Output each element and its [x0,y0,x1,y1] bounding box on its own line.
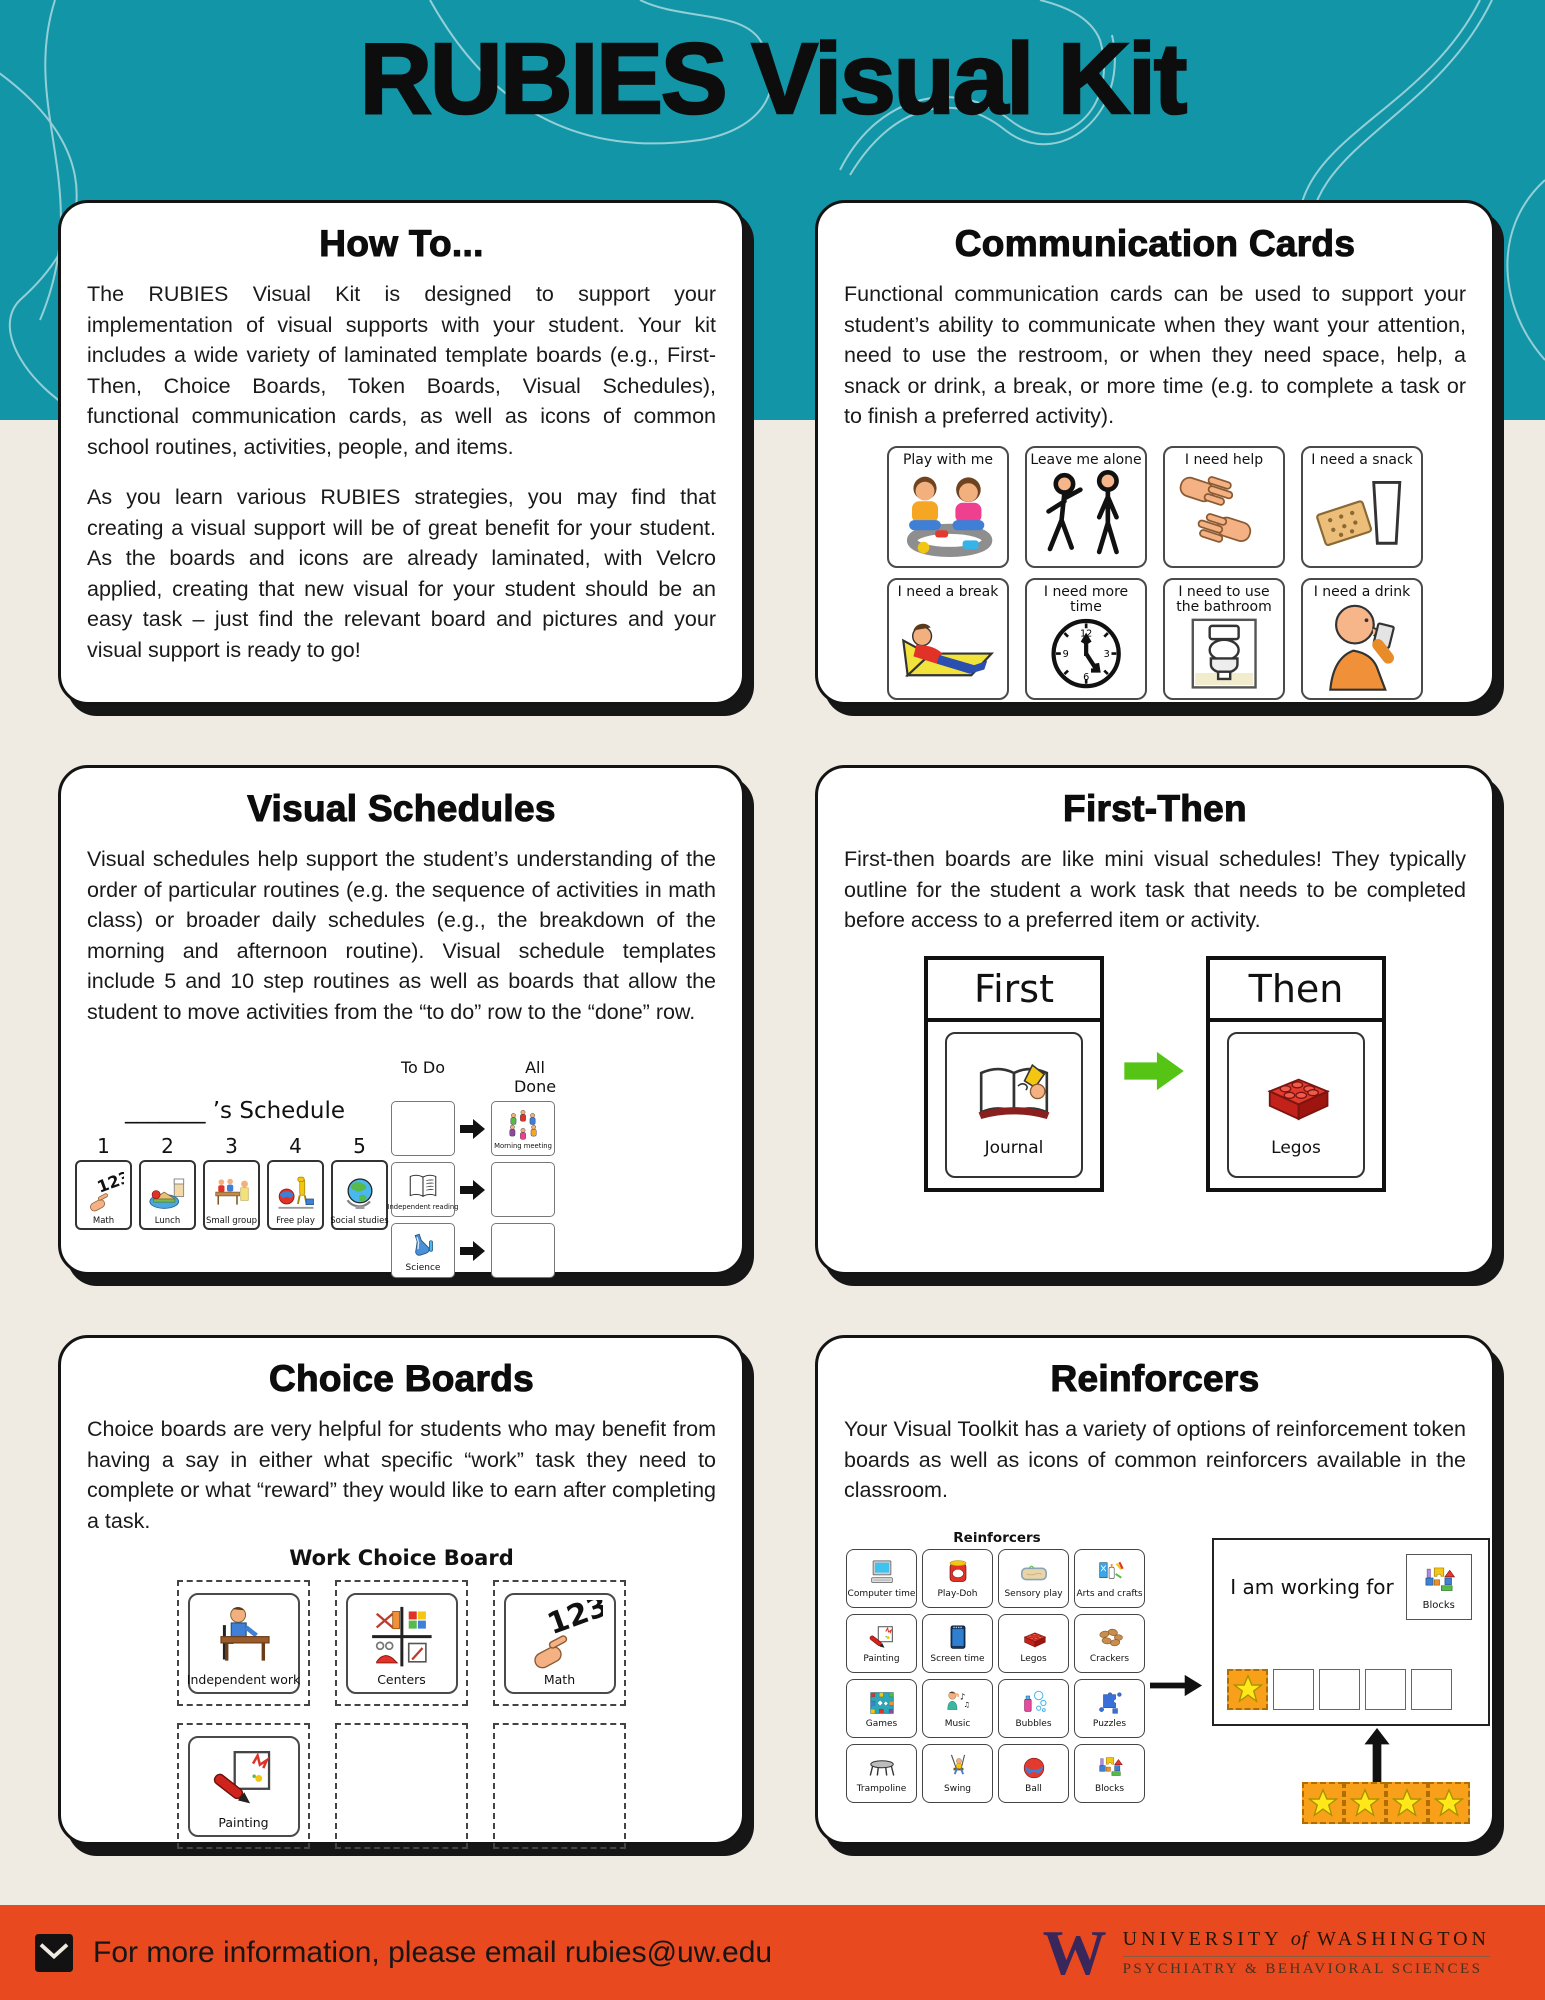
first-then-paragraph: First-then boards are like mini visual schedules! They typically outline for the student a work task that needs to be completed before access to a preferred item or activity. [844,847,1466,933]
token-slot-empty [1365,1669,1406,1710]
morning-meeting-card: Morning meeting [491,1101,555,1156]
schedule-board-title [75,1098,395,1124]
empty-slot [491,1162,555,1217]
bubbles-icon [1019,1687,1049,1719]
blocks-icon [1419,1562,1459,1600]
math-icon [516,1600,604,1673]
crackers-icon [1095,1622,1125,1654]
reinforcer-crackers: Crackers [1074,1614,1145,1673]
comm-card-bathroom: I need to use the bathroom [1163,578,1285,700]
tablet-icon [943,1622,973,1654]
comm-card-i-need-help: I need help [1163,446,1285,568]
reinforcers-paragraph: Your Visual Toolkit has a variety of options of reinforcement token boards as well as icons of common reinforcers available in the classroom. [844,1417,1466,1503]
trampoline-icon [867,1752,897,1784]
legos-card: Legos [1227,1032,1365,1178]
star-token [1302,1782,1344,1824]
independent-work-icon [200,1600,288,1673]
ball-icon [1019,1752,1049,1784]
drinking-person-icon [1314,600,1410,693]
reinforcer-games: Games [846,1679,917,1738]
first-board [924,956,1104,1192]
move-row-2 [387,1162,567,1217]
envelope-icon [35,1934,73,1972]
star-token-strip [1302,1782,1470,1824]
reinforcers-icon-board [846,1530,1148,1803]
clock-icon [1038,615,1134,692]
comm-card-play-with-me: Play with me [887,446,1009,568]
swing-icon [943,1752,973,1784]
token-slot-empty [1273,1669,1314,1710]
globe-icon [340,1172,380,1216]
uw-logo-block [1042,1916,1490,1988]
reinforcer-sensory-play: Sensory play [998,1549,1069,1608]
puzzle-icon [1095,1687,1125,1719]
morning-meeting-icon [506,1108,540,1142]
schedule-card-lunch: Lunch [139,1160,196,1230]
computer-icon [867,1557,897,1589]
science-card: Science [391,1223,455,1278]
reinforcer-blocks: Blocks [1074,1744,1145,1803]
schedule-name-blank: _______ [124,1098,206,1124]
resting-person-icon [900,600,996,693]
then-label: Then [1210,960,1382,1022]
painting-icon [867,1622,897,1654]
right-arrow-icon [460,1117,486,1141]
choice-cell-empty [335,1723,468,1849]
choice-cell-centers: Centers [335,1580,468,1706]
stick-figures-icon [1038,468,1134,561]
reinforcer-arts-and-crafts: Arts and crafts [1074,1549,1145,1608]
first-then-title: First-Then [1063,788,1247,829]
comm-card-i-need-a-drink: I need a drink [1301,578,1423,700]
visual-schedules-card [58,765,745,1275]
schedule-step-numbers: 1 2 3 4 5 [97,1134,366,1158]
lego-icon [1019,1622,1049,1654]
uw-w-logo: W [1042,1916,1107,1988]
page-title: RUBIES Visual Kit [359,23,1186,135]
helping-hands-icon [1176,468,1272,561]
token-slot-empty [1319,1669,1360,1710]
communication-paragraph: Functional communication cards can be used to support your student’s ability to communicate when they want your attention, need to use the restroom, or when they need space, help, a snack or drink, a break, or more time (e.g. to complete a task or to finish a preferred activity). [844,282,1466,429]
choice-cell-independent-work: Independent work [177,1580,310,1706]
move-row-1 [391,1101,567,1156]
reinforcer-bubbles: Bubbles [998,1679,1069,1738]
toilet-icon [1176,615,1272,692]
schedule-card-math: Math [75,1160,132,1230]
reinforcer-screen-time: Screen time [922,1614,993,1673]
reinforcer-music: Music [922,1679,993,1738]
black-right-arrow-icon [1150,1670,1204,1701]
first-then-board [844,956,1466,1192]
reward-card-blocks: Blocks [1406,1554,1472,1620]
how-to-paragraph-2: As you learn various RUBIES strategies, you may find that creating a visual support will be of great benefit for your student. As the boards and icons are already laminated, with Velcro applied, creating that new visual for your student should be an easy task – just find the relevant board and pictures and your visual support is ready to go! [87,485,716,662]
reinforcer-play-doh: Play-Doh [922,1549,993,1608]
empty-slot [391,1101,455,1156]
schedule-card-free-play: Free play [267,1160,324,1230]
reinforcers-grid [846,1549,1148,1803]
token-board [1212,1538,1490,1726]
painting-icon [200,1743,288,1816]
to-do-done-board [387,1058,567,1284]
choice-boards-title: Choice Boards [268,1358,534,1399]
kids-playing-icon [900,468,996,561]
reinforcer-trampoline: Trampoline [846,1744,917,1803]
reinforcers-title: Reinforcers [1050,1358,1260,1399]
all-done-header: All Done [513,1058,557,1096]
independent-reading-card: Independent reading [391,1162,455,1217]
board-game-icon [867,1687,897,1719]
first-label: First [928,960,1100,1022]
reinforcers-grid-title: Reinforcers [953,1529,1041,1546]
reinforcer-computer-time: Computer time [846,1549,917,1608]
schedule-card-small-group: Small group [203,1160,260,1230]
visual-schedules-paragraph: Visual schedules help support the student’s understanding of the order of particular routines (e.g. the sequence of activities in math class) or broader daily schedules (e.g., the breakdown of the morning and afternoon routine). Visual schedule templates include 5 and 10 step routines as well as boards that allow the student to move activities from the “to do” row to the “done” row. [87,847,716,1024]
journal-icon [972,1052,1056,1136]
reading-icon [406,1169,440,1203]
token-slot-filled [1227,1669,1268,1710]
choice-boards-card [58,1335,745,1845]
work-choice-board-grid [87,1580,716,1849]
schedule-card-social-studies: Social studies [331,1160,388,1230]
reinforcer-ball: Ball [998,1744,1069,1803]
working-for-text: I am working for [1230,1574,1394,1599]
small-group-icon [212,1172,252,1216]
first-then-card [815,765,1495,1275]
music-icon [943,1687,973,1719]
how-to-title: How To... [319,223,484,264]
how-to-paragraph-1: The RUBIES Visual Kit is designed to support your implementation of visual supports with your student. Your kit includes a wide variety of laminated template boards (e.g., First-Then, Choice Boards, Token Boards, Visual Schedules), functional communication cards, as well as icons of common school routines, activities, people, and items. [87,282,716,459]
choice-boards-paragraph: Choice boards are very helpful for students who may benefit from having a say in either what specific “work” task they need to complete or what “reward” they would like to earn after completing a task. [87,1417,716,1533]
reinforcer-painting: Painting [846,1614,917,1673]
cracker-glass-icon [1314,468,1410,561]
science-icon [406,1229,440,1263]
black-up-arrow-icon [1364,1728,1390,1784]
to-do-header: To Do [400,1058,446,1077]
how-to-card [58,200,745,705]
comm-card-leave-me-alone: Leave me alone [1025,446,1147,568]
arts-crafts-icon [1095,1557,1125,1589]
comm-card-i-need-more-time: I need more time [1025,578,1147,700]
contact-text: For more information, please email rubies@uw.edu [93,1935,773,1969]
free-play-icon [276,1172,316,1216]
reinforcers-card [815,1335,1495,1845]
reinforcer-swing: Swing [922,1744,993,1803]
lunch-icon [148,1172,188,1216]
star-token [1386,1782,1428,1824]
communication-card-grid [844,446,1466,700]
token-slot-empty [1411,1669,1452,1710]
reinforcer-puzzles: Puzzles [1074,1679,1145,1738]
communication-title: Communication Cards [954,223,1356,264]
choice-cell-painting: Painting [177,1723,310,1849]
reinforcer-legos: Legos [998,1614,1069,1673]
star-token-icon [1308,1788,1338,1818]
right-arrow-icon [460,1239,486,1263]
empty-slot [491,1223,555,1278]
star-token-icon [1233,1674,1263,1704]
star-token-icon [1350,1788,1380,1818]
schedule-title-suffix: ’s Schedule [212,1098,346,1124]
math-icon [84,1172,124,1216]
blocks-icon [1095,1752,1125,1784]
star-token [1428,1782,1470,1824]
green-arrow-icon [1124,1048,1186,1094]
star-token-icon [1392,1788,1422,1818]
then-board [1206,956,1386,1192]
footer-bar [0,1905,1545,2000]
comm-card-i-need-a-snack: I need a snack [1301,446,1423,568]
choice-cell-math: Math [493,1580,626,1706]
comm-card-i-need-a-break: I need a break [887,578,1009,700]
visual-schedules-title: Visual Schedules [247,788,556,829]
star-token [1344,1782,1386,1824]
journal-card: Journal [945,1032,1083,1178]
star-token-icon [1434,1788,1464,1818]
move-row-3 [391,1223,567,1278]
work-choice-board-title: Work Choice Board [289,1546,514,1571]
communication-cards-card [815,200,1495,705]
uw-name-line: UNIVERSITY of WASHINGTON [1123,1928,1490,1957]
choice-cell-empty [493,1723,626,1849]
playdoh-icon [943,1557,973,1589]
token-slot-row [1227,1669,1452,1710]
uw-department-line: PSYCHIATRY & BEHAVIORAL SCIENCES [1122,1960,1483,1977]
sensory-tray-icon [1019,1557,1049,1589]
schedule-board [75,1098,395,1230]
right-arrow-icon [460,1178,486,1202]
lego-icon [1254,1052,1338,1136]
schedule-step-cards [75,1160,395,1230]
centers-icon [358,1600,446,1673]
